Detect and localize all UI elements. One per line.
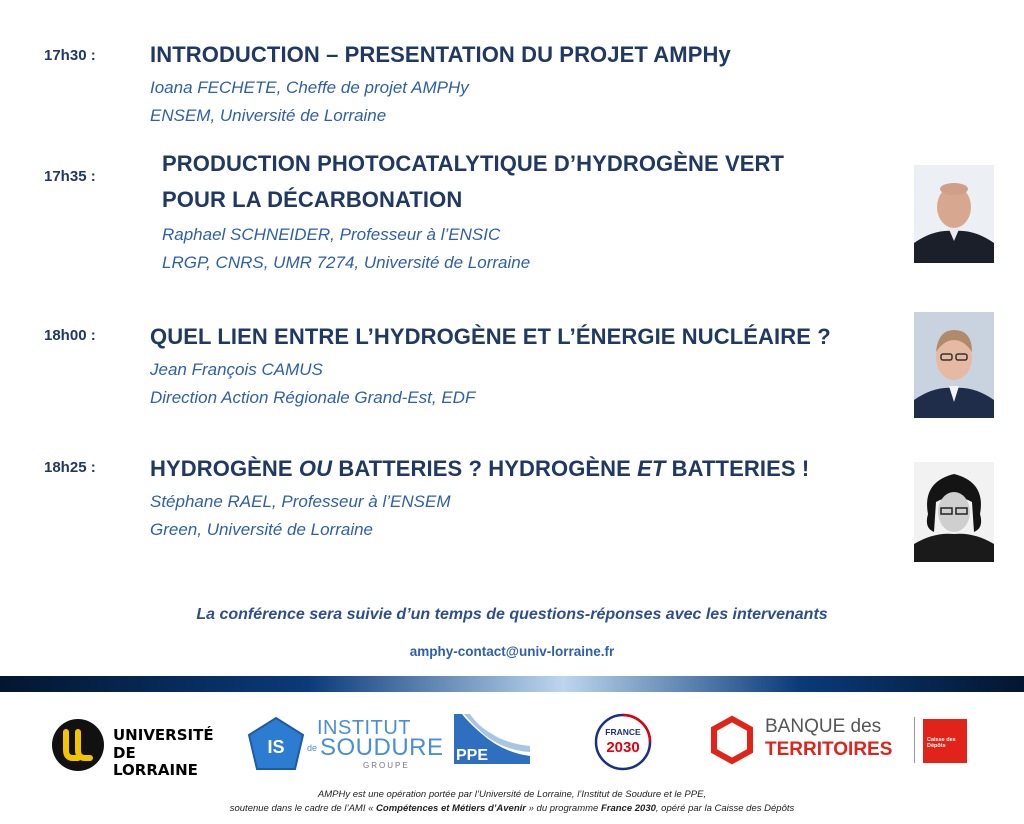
bdt-name-line-2: TERRITOIRES xyxy=(765,739,893,760)
time-label: 18h00 : xyxy=(44,327,96,344)
is-mark-letters: IS xyxy=(267,737,285,757)
title-part: HYDROGÈNE xyxy=(150,456,299,481)
is-name-line-2: SOUDURE xyxy=(320,734,444,761)
bdt-name-line-1: BANQUE des xyxy=(765,716,882,737)
universite-de-lorraine-logo xyxy=(51,718,214,779)
footer-emphasis: Compétences et Métiers d’Avenir xyxy=(376,803,526,814)
talk-title-line-1: PRODUCTION PHOTOCATALYTIQUE D’HYDROGÈNE VERT xyxy=(162,151,785,176)
france-2030-mark-icon xyxy=(590,712,656,772)
time-label: 17h35 : xyxy=(44,168,96,185)
talk-title: QUEL LIEN ENTRE L’HYDROGÈNE ET L’ÉNERGIE NUCLÉAIRE ? xyxy=(150,324,831,349)
speaker-affiliation: ENSEM, Université de Lorraine xyxy=(150,106,387,125)
title-part: BATTERIES ? HYDROGÈNE xyxy=(332,456,638,481)
bdt-hexagon-icon xyxy=(707,715,757,765)
title-emphasis: ET xyxy=(637,456,666,481)
banque-des-territoires-logo xyxy=(707,713,969,769)
france-2030-logo xyxy=(590,712,656,772)
title-part: BATTERIES ! xyxy=(665,456,810,481)
speaker-photo xyxy=(914,462,994,562)
speaker-photo xyxy=(914,165,994,263)
ul-name-line-2: DE LORRAINE xyxy=(113,744,198,779)
footer-line-2 xyxy=(0,803,1024,814)
speaker-affiliation: Direction Action Régionale Grand-Est, EDF xyxy=(150,388,476,407)
decorative-band xyxy=(0,676,1024,692)
contact-email[interactable]: amphy-contact@univ-lorraine.fr xyxy=(409,644,615,659)
footer-line-1: AMPHy est une opération portée par l’Université de Lorraine, l’Institut de Soudure et le PPE, xyxy=(317,789,707,800)
speaker-photo xyxy=(914,312,994,418)
footer-text: soutenue dans le cadre de l’AMI « xyxy=(229,803,377,814)
ppe-letters: PPE xyxy=(456,747,489,764)
closing-note: La conférence sera suivie d’un temps de questions-réponses avec les intervenants xyxy=(196,606,828,623)
speaker-affiliation: Green, Université de Lorraine xyxy=(150,520,374,539)
speaker-name: Raphael SCHNEIDER, Professeur à l’ENSIC xyxy=(162,225,501,244)
ul-mark-icon xyxy=(51,718,105,772)
talk-title xyxy=(150,452,809,485)
time-label: 18h25 : xyxy=(44,459,96,476)
speaker-name: Stéphane RAEL, Professeur à l’ENSEM xyxy=(150,492,451,511)
speaker-name: Ioana FECHETE, Cheffe de projet AMPHy xyxy=(150,78,469,97)
talk-title: INTRODUCTION – PRESENTATION DU PROJET AMPHy xyxy=(150,42,731,67)
france-2030-line-1: FRANCE xyxy=(605,727,641,737)
is-mark-icon xyxy=(245,715,307,775)
france-2030-line-2: 2030 xyxy=(606,739,640,756)
caisse-des-depots-badge xyxy=(923,719,967,763)
ul-name-line-1: UNIVERSITÉ xyxy=(113,726,214,744)
institut-de-soudure-logo xyxy=(245,715,444,775)
talk-title-line-2: POUR LA DÉCARBONATION xyxy=(162,187,463,212)
speaker-name: Jean François CAMUS xyxy=(150,360,323,379)
footer-text: » du programme xyxy=(525,803,601,814)
ppe-logo xyxy=(452,712,532,766)
title-emphasis: OU xyxy=(298,456,333,481)
speaker-affiliation: LRGP, CNRS, UMR 7274, Université de Lorraine xyxy=(162,253,531,272)
ppe-mark-icon xyxy=(452,712,532,766)
is-name-prefix: de xyxy=(307,743,318,753)
is-name-line-3: GROUPE xyxy=(363,761,410,770)
footer-text: , opéré par la Caisse des Dépôts xyxy=(655,803,795,814)
is-name-line-1: INSTITUT xyxy=(317,717,411,739)
footer-emphasis: France 2030 xyxy=(600,803,656,814)
time-label: 17h30 : xyxy=(44,47,96,64)
caisse-des-depots-text: Caisse des Dépôts xyxy=(927,737,956,749)
logo-divider xyxy=(914,717,915,763)
